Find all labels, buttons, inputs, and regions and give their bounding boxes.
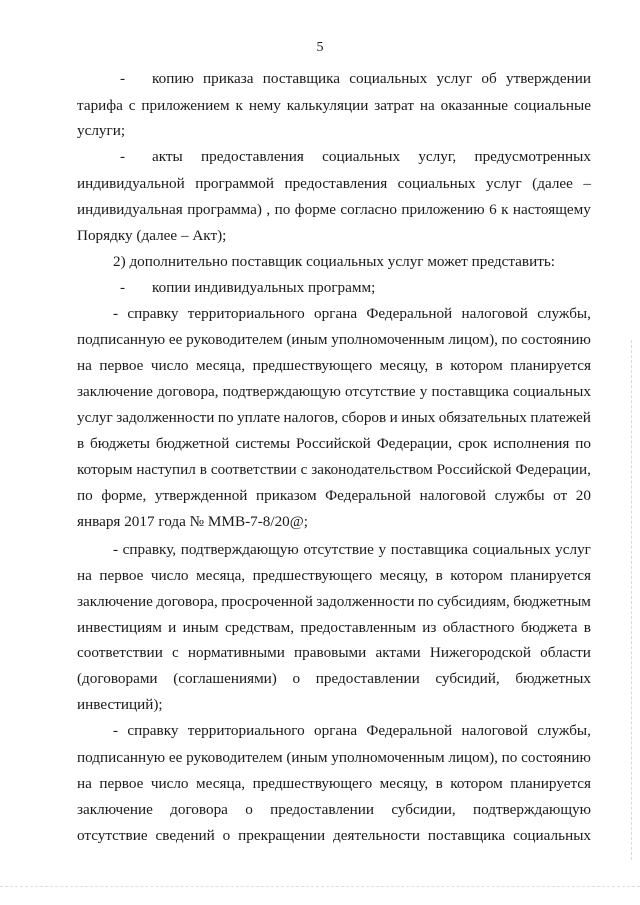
text-line: копии индивидуальных программ;	[152, 279, 376, 296]
page-number: 5	[316, 40, 324, 55]
text-line: услуги;	[77, 122, 126, 139]
text-line: копию приказа поставщика социальных услуг об утверждении	[152, 70, 591, 87]
text-line: - справку, подтверждающую отсутствие у поставщика социальных услуг	[113, 541, 591, 558]
text-line: подписанную ее руководителем (иным уполномоченным лицом), по состоянию	[77, 331, 591, 348]
text-line: января 2017 года № ММВ-7-8/20@;	[77, 513, 308, 530]
text-line: на первое число месяца, предшествующего месяцу, в котором планируется	[77, 567, 591, 584]
text-line: подписанную ее руководителем (иным уполномоченным лицом), по состоянию	[77, 749, 591, 766]
bullet-dash: -	[120, 70, 126, 87]
scan-edge-artifact	[631, 340, 632, 860]
text-line: - справку территориального органа Федеральной налоговой службы,	[113, 305, 591, 322]
text-line: (договорами (соглашениями) о предоставлении субсидий, бюджетных	[77, 670, 591, 687]
bullet-dash: -	[120, 148, 126, 165]
text-line: - справку территориального органа Федеральной налоговой службы,	[113, 722, 591, 739]
text-line: инвестициям и иным средствам, предоставленным из областного бюджета в	[77, 619, 591, 636]
text-line: в бюджеты бюджетной системы Российской Федерации, срок исполнения по	[77, 435, 591, 452]
text-line: на первое число месяца, предшествующего месяцу, в котором планируется	[77, 357, 591, 374]
text-line: заключение договора о предоставлении субсидии, подтверждающую	[77, 801, 591, 818]
text-line: инвестиций);	[77, 696, 163, 713]
text-line: 2) дополнительно поставщик социальных услуг может представить:	[113, 253, 555, 270]
text-line: соответствии с нормативными правовыми актами Нижегородской области	[77, 644, 591, 661]
text-line: услуг задолженности по уплате налогов, сборов и иных обязательных платежей	[77, 409, 591, 426]
text-line: отсутствие сведений о прекращении деятельности поставщика социальных	[77, 827, 591, 844]
bullet-dash: -	[120, 279, 126, 296]
text-line: которым наступил в соответствии с законодательством Российской Федерации,	[77, 461, 591, 478]
text-line: по форме, утвержденной приказом Федеральной налоговой службы от 20	[77, 487, 591, 504]
text-line: акты предоставления социальных услуг, предусмотренных	[152, 148, 591, 165]
scan-bottom-edge	[0, 886, 640, 887]
text-line: индивидуальной программой предоставления социальных услуг (далее –	[77, 175, 591, 192]
text-line: заключение договора, просроченной задолженности по субсидиям, бюджетным	[77, 593, 591, 610]
text-line: тарифа с приложением к нему калькуляции затрат на оказанные социальные	[77, 97, 591, 114]
text-line: заключение договора, подтверждающую отсутствие у поставщика социальных	[77, 383, 591, 400]
text-line: Порядку (далее – Акт);	[77, 227, 227, 244]
text-line: индивидуальная программа) , по форме согласно приложению 6 к настоящему	[77, 201, 591, 218]
text-line: на первое число месяца, предшествующего месяцу, в котором планируется	[77, 775, 591, 792]
